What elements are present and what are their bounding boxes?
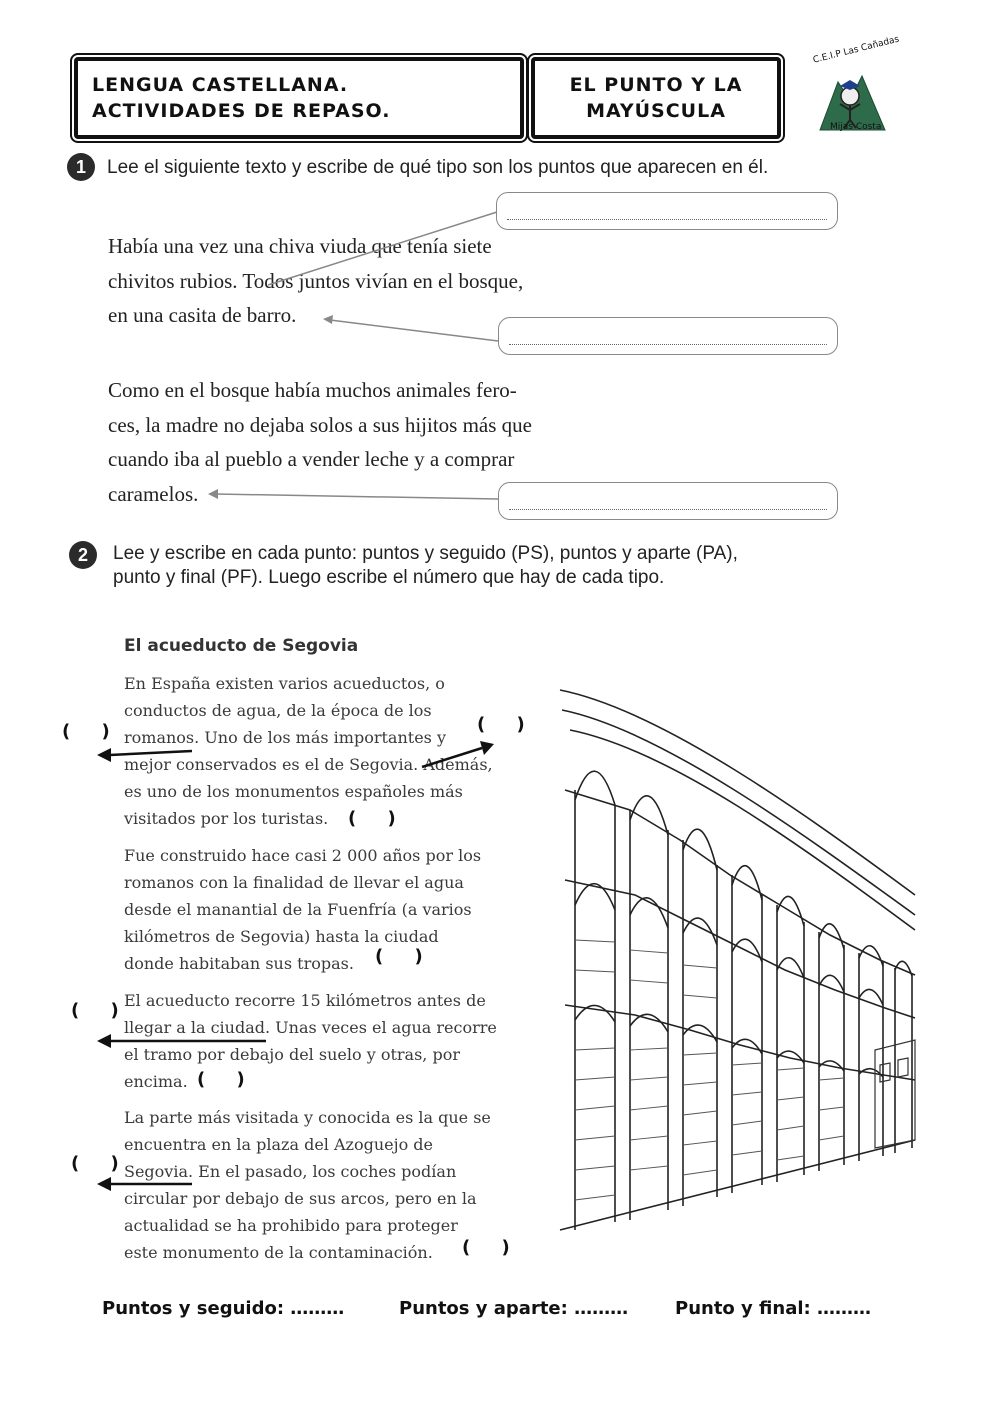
text-line: El acueducto recorre 15 kilómetros antes de xyxy=(124,991,486,1010)
text-line: Como en el bosque había muchos animales fero- xyxy=(108,378,517,402)
aqueduct-illustration xyxy=(540,670,925,1245)
pointer-line-2 xyxy=(330,320,498,341)
arrow-head xyxy=(97,748,111,762)
text-line: Segovia. En el pasado, los coches podían xyxy=(124,1162,457,1181)
text-line: kilómetros de Segovia) hasta la ciudad xyxy=(124,927,439,946)
pointer-arrowhead-2 xyxy=(323,315,333,324)
count-puntos-aparte[interactable]: Puntos y aparte: ……… xyxy=(399,1298,629,1319)
pointer-line-1 xyxy=(268,212,497,285)
logo-school-town: Mijas Costa xyxy=(830,122,882,132)
exercise-1-pointer-lines xyxy=(0,0,1000,560)
text-line: Fue construido hace casi 2 000 años por los xyxy=(124,846,482,865)
instruction-line: punto y final (PF). Luego escribe el número que hay de cada tipo. xyxy=(113,567,665,588)
text-line: el tramo por debajo del suelo y otras, por xyxy=(124,1045,460,1064)
exercise-1-number: 1 xyxy=(67,153,95,181)
text-line: romanos con la finalidad de llevar el agua xyxy=(124,873,464,892)
pointer-line-3 xyxy=(216,494,498,499)
text-line: circular por debajo de sus arcos, pero en la xyxy=(124,1189,477,1208)
exercise-2-number: 2 xyxy=(69,541,97,569)
text-line: es uno de los monumentos españoles más xyxy=(124,782,463,801)
text-line: chivitos rubios. Todos juntos vivían en el bosque, xyxy=(108,268,524,293)
instruction-line: Lee y escribe en cada punto: puntos y seguido (PS), puntos y aparte (PA), xyxy=(113,543,738,564)
exercise-2-instruction xyxy=(113,542,738,590)
text-line: actualidad se ha prohibido para proteger xyxy=(124,1216,458,1235)
arrow-head xyxy=(97,1177,111,1191)
text-line: conductos de agua, de la época de los xyxy=(124,701,432,720)
text-line: llegar a la ciudad. Unas veces el agua recorre xyxy=(124,1018,497,1037)
answer-slot-3[interactable]: ( ) xyxy=(348,808,396,829)
exercise-1-instruction: Lee el siguiente texto y escribe de qué tipo son los puntos que aparecen en él. xyxy=(107,157,769,178)
answer-slot-1[interactable]: ( ) xyxy=(62,721,110,742)
text-line: La parte más visitada y conocida es la que se xyxy=(124,1108,491,1127)
arrow-head xyxy=(97,1034,111,1048)
logo-school-name: C.E.I.P Las Cañadas xyxy=(812,34,901,66)
text-line: mejor conservados es el de Segovia. Además, xyxy=(124,755,493,774)
count-punto-final[interactable]: Punto y final: ……… xyxy=(675,1298,871,1319)
text-line: ces, la madre no dejaba solos a sus hijitos más que xyxy=(108,412,532,437)
text-line: Había una vez una chiva viuda que tenía siete xyxy=(108,234,492,258)
answer-slot-4[interactable]: ( ) xyxy=(375,946,423,967)
text-line: encima. xyxy=(124,1072,188,1091)
arrow-line xyxy=(110,751,192,755)
topic-line-2: MAYÚSCULA xyxy=(586,100,726,122)
text-line: en una casita de barro. xyxy=(108,303,297,327)
pointer-arrowhead-3 xyxy=(208,489,218,499)
arrow-line xyxy=(422,748,482,767)
text-line: este monumento de la contaminación. xyxy=(124,1243,433,1262)
text-line: donde habitaban sus tropas. xyxy=(124,954,354,973)
text-line: desde el manantial de la Fuenfría (a varios xyxy=(124,900,472,919)
arrow-head xyxy=(480,741,494,755)
text-line: caramelos. xyxy=(108,481,199,506)
text-line: cuando iba al pueblo a vender leche y a comprar xyxy=(108,447,515,471)
text-line: romanos. Uno de los más importantes y xyxy=(124,728,446,747)
answer-slot-7[interactable]: ( ) xyxy=(71,1153,119,1174)
subject-line-2: ACTIVIDADES DE REPASO. xyxy=(92,100,391,122)
answer-slot-2[interactable]: ( ) xyxy=(477,714,525,735)
answer-slot-8[interactable]: ( ) xyxy=(462,1237,510,1258)
reading-title: El acueducto de Segovia xyxy=(124,636,359,656)
count-puntos-seguido[interactable]: Puntos y seguido: ……… xyxy=(102,1298,345,1319)
text-line: visitados por los turistas. xyxy=(124,809,329,828)
text-line: En España existen varios acueductos, o xyxy=(124,674,445,693)
subject-line-1: LENGUA CASTELLANA. xyxy=(92,74,349,96)
text-line: encuentra en la plaza del Azoguejo de xyxy=(124,1135,434,1154)
answer-slot-6[interactable]: ( ) xyxy=(197,1069,245,1090)
topic-line-1: EL PUNTO Y LA xyxy=(569,74,743,96)
answer-slot-5[interactable]: ( ) xyxy=(71,1000,119,1021)
